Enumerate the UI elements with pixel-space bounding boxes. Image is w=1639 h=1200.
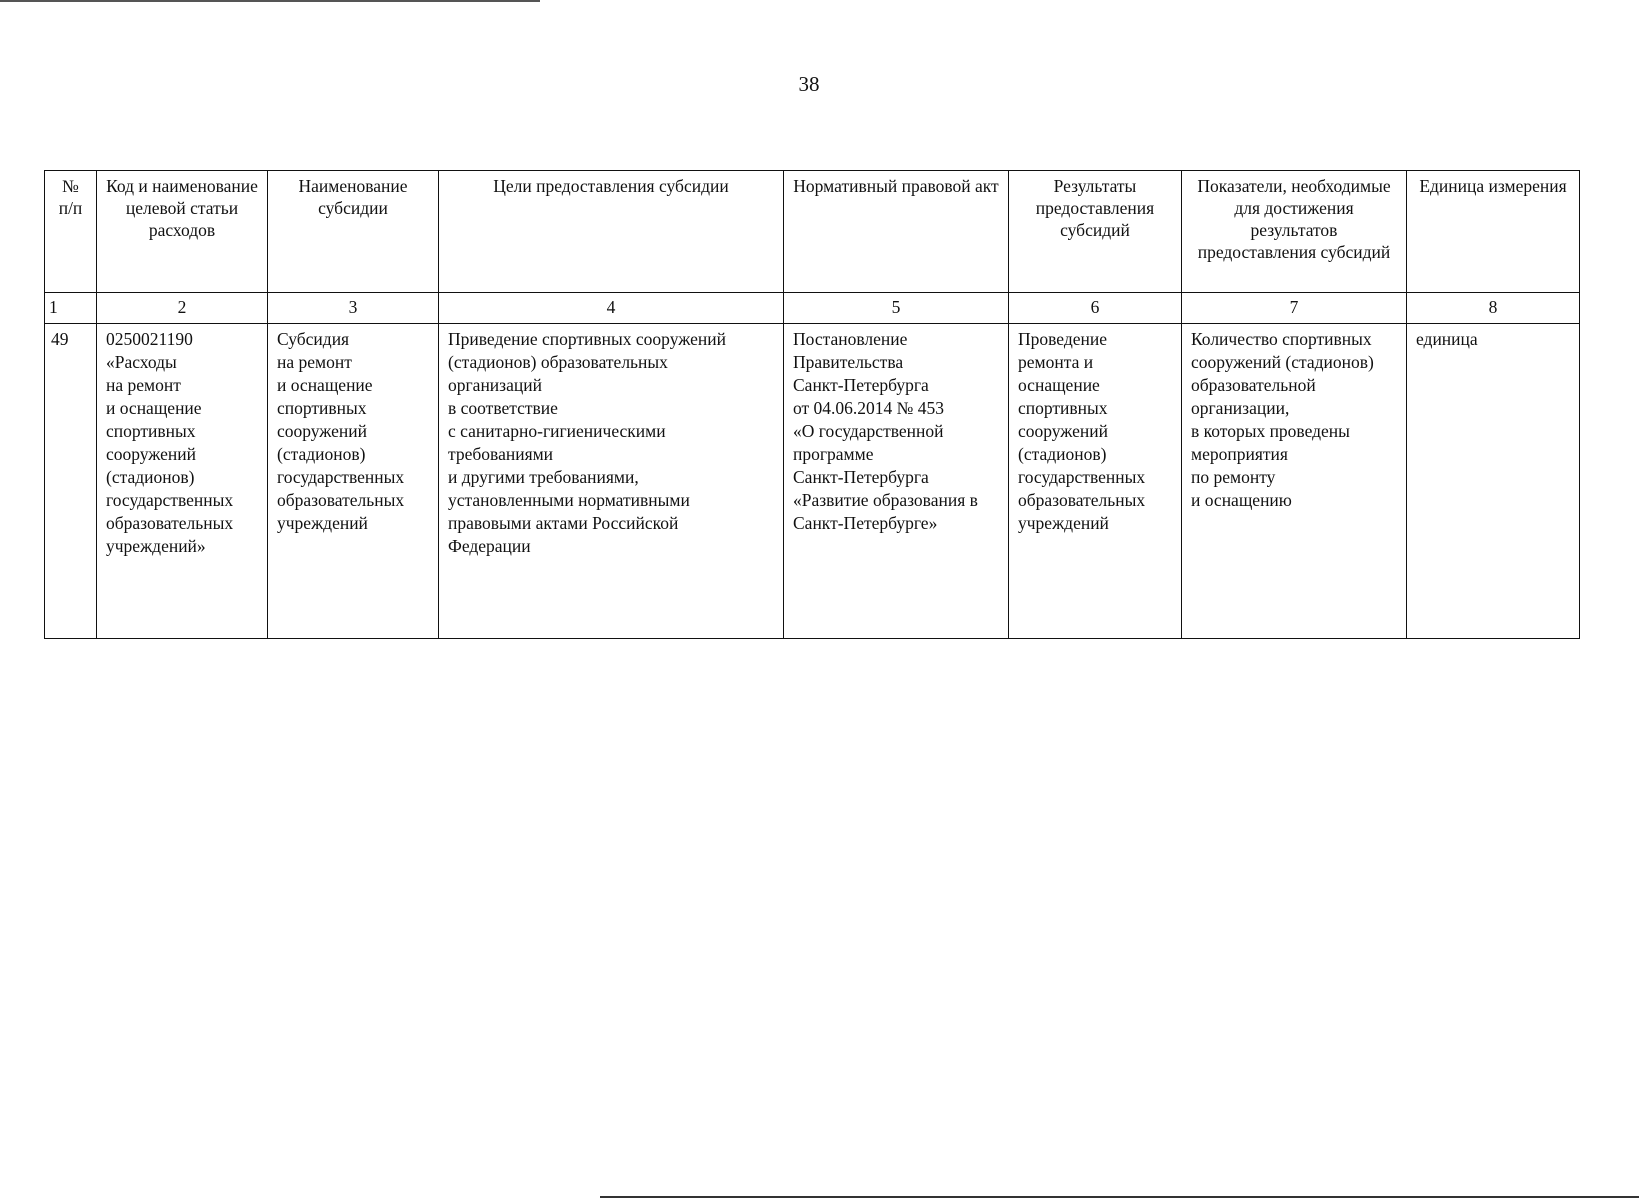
cell-text-line: оснащение <box>1018 375 1100 395</box>
cell-text-line: Постановление <box>793 329 908 349</box>
cell-text-line: государственных <box>106 490 234 510</box>
cell-text-line: на ремонт <box>277 352 352 372</box>
cell-text-line: Санкт-Петербурга <box>793 467 929 487</box>
cell-text-line: образовательных <box>106 513 234 533</box>
column-number-row <box>45 293 1580 324</box>
cell-text-line: Санкт-Петербурге» <box>793 513 938 533</box>
column-number: 3 <box>268 293 439 324</box>
unit-cell: единица <box>1407 324 1580 639</box>
cell-text-line: сооружений <box>1018 421 1109 441</box>
goals-cell <box>439 324 784 639</box>
column-number: 1 <box>45 293 97 324</box>
cell-text-line: «О государственной <box>793 421 944 441</box>
scan-edge-top <box>0 0 540 2</box>
cell-text-line: сооружений <box>277 421 368 441</box>
cell-text-line: Проведение <box>1018 329 1108 349</box>
cell-text-line: программе <box>793 444 874 464</box>
cell-text-line: с санитарно-гигиеническими <box>448 421 666 441</box>
header-unit: Единица измерения <box>1407 171 1580 293</box>
cell-text-line: «Развитие образования в <box>793 490 978 510</box>
column-number: 8 <box>1407 293 1580 324</box>
cell-text-line: учреждений» <box>106 536 206 556</box>
cell-text-line: ремонта и <box>1018 352 1094 372</box>
subsidy-table <box>44 170 1580 639</box>
header-goals: Цели предоставления субсидии <box>439 171 784 293</box>
cell-text-line: «Расходы <box>106 352 177 372</box>
cell-text-line: и оснащение <box>106 398 202 418</box>
column-number: 6 <box>1009 293 1182 324</box>
cell-text-line: и другими требованиями, <box>448 467 639 487</box>
cell-text-line: Приведение спортивных сооружений <box>448 329 726 349</box>
cell-text-line: Субсидия <box>277 329 350 349</box>
cell-text-line: Федерации <box>448 536 531 556</box>
cell-text-line: государственных <box>1018 467 1146 487</box>
column-number: 5 <box>784 293 1009 324</box>
cell-text-line: образовательных <box>1018 490 1146 510</box>
header-legal-act: Нормативный правовой акт <box>784 171 1009 293</box>
cell-text-line: и оснащение <box>277 375 373 395</box>
cell-text-line: (стадионов) <box>1018 444 1107 464</box>
cell-text-line: 0250021190 <box>106 329 193 349</box>
cell-text-line: на ремонт <box>106 375 181 395</box>
header-results: Результаты предоставления субсидий <box>1009 171 1182 293</box>
cell-text-line: спортивных <box>277 398 367 418</box>
cell-text-line: и оснащению <box>1191 490 1292 510</box>
cell-text-line: требованиями <box>448 444 554 464</box>
table-row <box>45 324 1580 639</box>
header-subsidy-name: Наименование субсидии <box>268 171 439 293</box>
cell-text-line: установленными нормативными <box>448 490 690 510</box>
cell-text-line: (стадионов) <box>106 467 195 487</box>
code-name-cell <box>97 324 268 639</box>
indicators-cell <box>1182 324 1407 639</box>
cell-text-line: государственных <box>277 467 405 487</box>
cell-text-line: образовательных <box>277 490 405 510</box>
cell-text-line: от 04.06.2014 № 453 <box>793 398 944 418</box>
cell-text-line: Правительства <box>793 352 904 372</box>
cell-text-line: (стадионов) <box>277 444 366 464</box>
cell-text-line: в соответствие <box>448 398 558 418</box>
cell-text-line: (стадионов) образовательных <box>448 352 668 372</box>
header-num: № п/п <box>45 171 97 293</box>
cell-text-line: образовательной <box>1191 375 1316 395</box>
legal-act-cell <box>784 324 1009 639</box>
results-cell <box>1009 324 1182 639</box>
cell-text-line: сооружений <box>106 444 197 464</box>
header-indicators: Показатели, необходимые для достижения результатов предоставления субсидий <box>1182 171 1407 293</box>
cell-text-line: Санкт-Петербурга <box>793 375 929 395</box>
cell-text-line: спортивных <box>106 421 196 441</box>
row-number: 49 <box>45 324 97 639</box>
cell-text-line: спортивных <box>1018 398 1108 418</box>
cell-text-line: правовыми актами Российской <box>448 513 679 533</box>
header-code-name: Код и наименование целевой статьи расходов <box>97 171 268 293</box>
page-number: 38 <box>798 72 820 96</box>
cell-text-line: в которых проведены <box>1191 421 1350 441</box>
scan-edge-bottom <box>600 1196 1639 1198</box>
cell-text-line: учреждений <box>277 513 368 533</box>
header-row <box>45 171 1580 293</box>
cell-text-line: учреждений <box>1018 513 1109 533</box>
subsidy-name-cell <box>268 324 439 639</box>
cell-text-line: мероприятия <box>1191 444 1288 464</box>
cell-text-line: Количество спортивных <box>1191 329 1372 349</box>
column-number: 2 <box>97 293 268 324</box>
column-number: 7 <box>1182 293 1407 324</box>
cell-text-line: по ремонту <box>1191 467 1276 487</box>
cell-text-line: сооружений (стадионов) <box>1191 352 1374 372</box>
cell-text-line: организаций <box>448 375 542 395</box>
column-number: 4 <box>439 293 784 324</box>
cell-text-line: организации, <box>1191 398 1290 418</box>
